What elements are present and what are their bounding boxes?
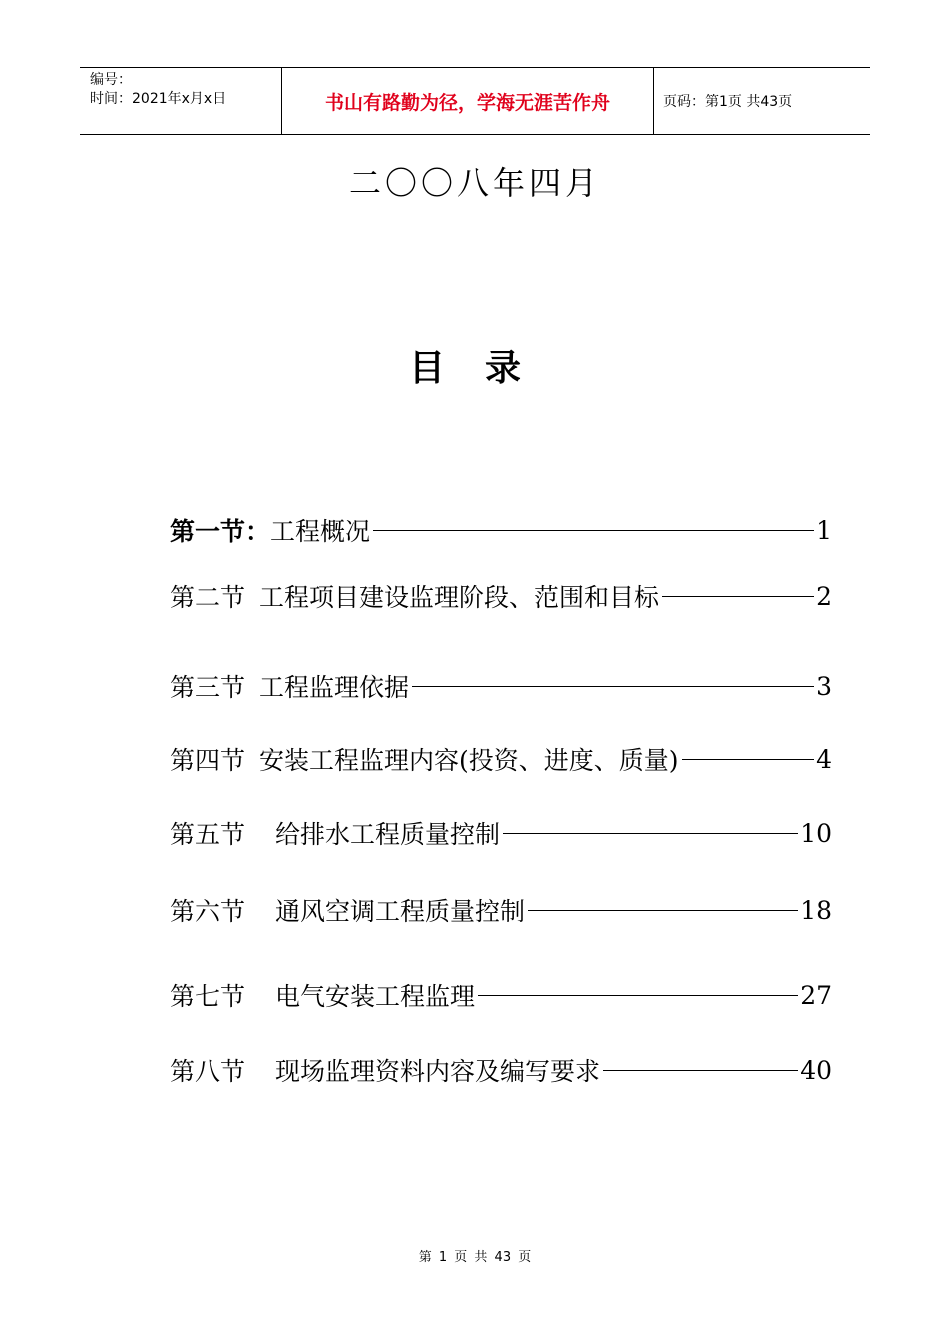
- toc-item[interactable]: [170, 977, 832, 1013]
- toc-leader: [662, 596, 814, 597]
- toc-item[interactable]: [170, 668, 832, 704]
- toc-leader: [373, 530, 814, 531]
- toc-section-number: 第七节: [170, 982, 246, 1011]
- header-meta: [80, 68, 281, 134]
- toc-section-title: 现场监理资料内容及编写要求: [275, 1057, 601, 1086]
- number-label: 编号：: [90, 72, 132, 88]
- toc-section-title: 通风空调工程质量控制: [275, 897, 526, 926]
- toc-leader: [503, 833, 798, 834]
- toc-section-title: 工程监理依据: [259, 673, 410, 702]
- toc-section-title: 安装工程监理内容(投资、进度、质量): [259, 746, 679, 775]
- toc-title: 目录: [408, 348, 561, 389]
- toc-page-number: 10: [800, 818, 832, 848]
- toc-item[interactable]: [170, 578, 832, 614]
- toc-page-number: 1: [816, 515, 832, 545]
- page-header: [80, 67, 870, 135]
- toc-leader: [412, 686, 814, 687]
- toc-section-number: 第四节: [170, 746, 246, 775]
- toc-section-title: 工程概况: [270, 517, 371, 546]
- header-page-info: 页码：第1页 共43页: [663, 94, 793, 110]
- toc-page-number: 3: [816, 671, 832, 701]
- toc-leader: [528, 910, 798, 911]
- document-date: 二〇〇八年四月: [348, 164, 601, 202]
- toc-leader: [682, 759, 815, 760]
- toc-section-number: 第二节: [170, 583, 246, 612]
- toc-page-number: 27: [800, 980, 832, 1010]
- toc-item[interactable]: [170, 512, 832, 548]
- toc-section-title: 电气安装工程监理: [275, 982, 476, 1011]
- header-motto: 书山有路勤为径，学海无涯苦作舟: [281, 68, 654, 134]
- toc-page-number: 18: [800, 895, 832, 925]
- toc-section-title: 工程项目建设监理阶段、范围和目标: [259, 583, 660, 612]
- toc-page-number: 4: [816, 744, 832, 774]
- toc-leader: [478, 995, 798, 996]
- page-footer: 第 1 页 共 43 页: [418, 1250, 532, 1265]
- time-label: 时间：2021年x月x日: [90, 91, 227, 107]
- toc-section-title: 给排水工程质量控制: [275, 820, 501, 849]
- toc-page-number: 2: [816, 581, 832, 611]
- toc-section-number: 第五节: [170, 820, 246, 849]
- toc-section-number: 第八节: [170, 1057, 246, 1086]
- toc-section-number: 第六节: [170, 897, 246, 926]
- toc-page-number: 40: [800, 1055, 832, 1085]
- toc-leader: [603, 1070, 798, 1071]
- toc-section-number: 第一节：: [170, 517, 271, 546]
- toc-section-number: 第三节: [170, 673, 246, 702]
- toc-item[interactable]: [170, 892, 832, 928]
- toc-item[interactable]: [170, 741, 832, 777]
- toc-item[interactable]: [170, 815, 832, 851]
- toc-item[interactable]: [170, 1052, 832, 1088]
